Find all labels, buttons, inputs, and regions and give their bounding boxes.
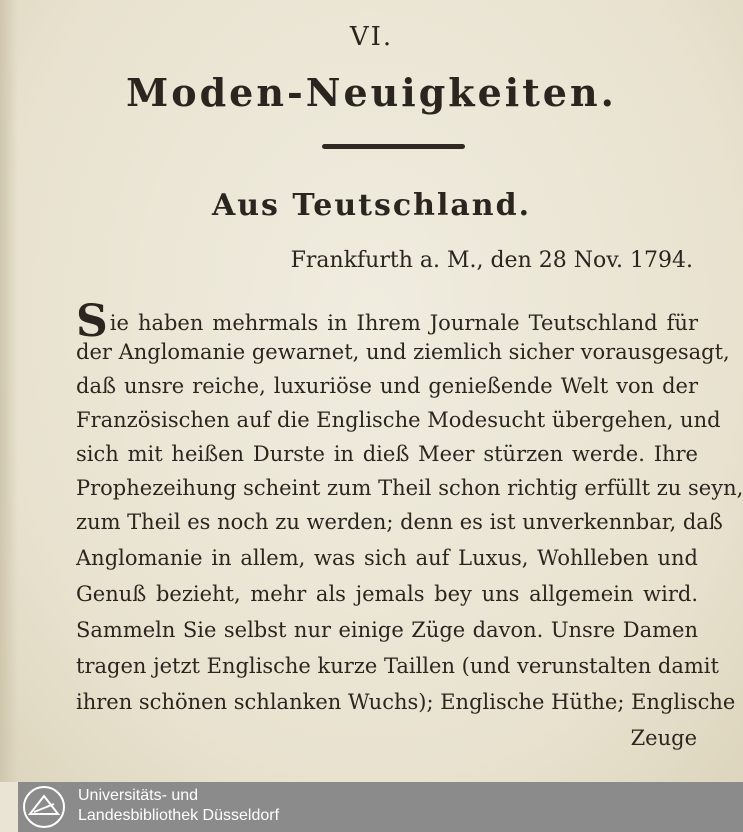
body-line-7: zum Theil es noch zu werden; denn es ist unverkennbar, daß [76,510,723,534]
catchword: Zeuge [630,726,697,750]
body-line-10: Sammeln Sie selbst nur einige Züge davon. Unsre Damen [76,618,698,642]
body-line-4: Französischen auf die Englische Modesucht übergehen, und [76,408,721,432]
body-line-12: ihren schönen schlanken Wuchs); Englische Hüthe; Englische [76,690,736,714]
library-name-line-1: Universitäts- und [78,787,199,804]
body-line-2: der Anglomanie gewarnet, und ziemlich sicher vorausgesagt, [76,340,730,364]
body-line-5: sich mit heißen Durste in dieß Meer stürzen werde. Ihre [76,442,698,466]
library-footer [18,782,743,832]
library-name-line-2: Landesbibliothek Düsseldorf [78,807,280,824]
body-line-1: Sie haben mehrmals in Ihrem Journale Teutschland für [76,296,698,347]
section-subtitle: Aus Teutschland. [211,188,532,223]
section-number: VI. [349,22,394,52]
body-line-8: Anglomanie in allem, was sich auf Luxus, Wohlleben und [76,546,698,570]
dateline: Frankfurth a. M., den 28 Nov. 1794. [290,248,693,273]
library-name [78,786,279,826]
page-gutter-shadow [0,0,18,782]
body-line-11: tragen jetzt Englische kurze Taillen (und verunstalten damit [76,654,719,678]
library-logo-icon [20,784,68,830]
body-line-3: daß unsre reiche, luxuriöse und genießende Welt von der [76,374,698,398]
body-line-9: Genuß bezieht, mehr als jemals bey uns allgemein wird. [76,582,698,606]
title-divider [322,144,465,149]
page-title: Moden-Neuigkeiten. [126,70,617,115]
drop-initial: S [76,296,108,347]
body-line-6: Prophezeihung scheint zum Theil schon richtig erfüllt zu seyn, [76,476,743,500]
